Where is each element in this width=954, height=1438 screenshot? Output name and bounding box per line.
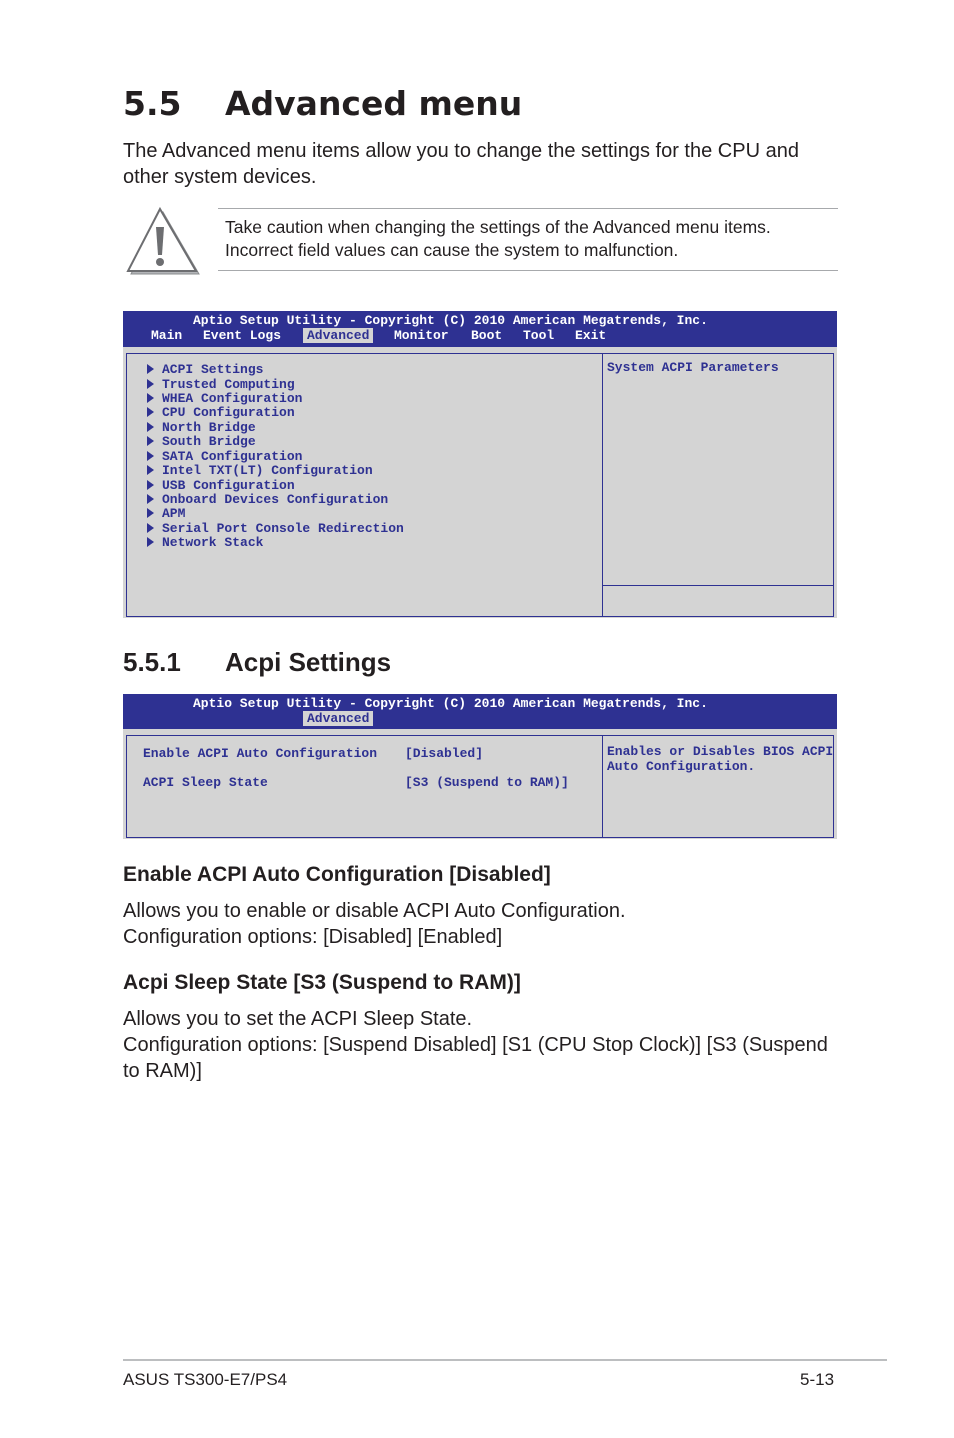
tab-monitor[interactable]: Monitor — [394, 328, 449, 343]
arrow-right-icon — [147, 393, 154, 403]
tab-boot[interactable]: Boot — [471, 328, 503, 343]
section-title: Advanced menu — [225, 84, 523, 123]
options-line: Configuration options: [Disabled] [Enabled] — [123, 926, 503, 948]
bios-help-panel — [602, 353, 834, 617]
bios-header — [123, 694, 837, 729]
bios-screen-acpi-settings — [123, 694, 837, 839]
option-heading-enable-acpi: Enable ACPI Auto Configuration [Disabled] — [123, 863, 551, 886]
arrow-right-icon — [147, 508, 154, 518]
tab-event-logs[interactable]: Event Logs — [203, 328, 282, 343]
tab-main[interactable]: Main — [151, 328, 183, 343]
setting-value-acpi-sleep-state[interactable]: [S3 (Suspend to RAM)] — [405, 775, 569, 790]
tab-tool[interactable]: Tool — [523, 328, 555, 343]
subsection-title — [123, 647, 391, 678]
menu-item-whea-configuration[interactable]: WHEA Configuration — [147, 391, 302, 406]
warning-icon — [124, 205, 200, 277]
bios-title: Aptio Setup Utility - Copyright (C) 2010 American Megatrends, Inc. — [193, 696, 708, 711]
setting-value-enable-acpi-auto[interactable]: [Disabled] — [405, 746, 484, 761]
menu-item-serial-port-console-redirection[interactable]: Serial Port Console Redirection — [147, 521, 404, 536]
description-line: Allows you to enable or disable ACPI Auto Configuration. — [123, 900, 626, 922]
bios-menu-panel — [126, 353, 603, 617]
footer-rule — [123, 1359, 887, 1361]
arrow-right-icon — [147, 480, 154, 490]
arrow-right-icon — [147, 379, 154, 389]
option-description-sleep-state — [123, 1006, 843, 1084]
section-number: 5.5 — [123, 84, 182, 123]
arrow-right-icon — [147, 494, 154, 504]
help-text: System ACPI Parameters — [607, 360, 779, 375]
subsection-name: Acpi Settings — [225, 647, 392, 677]
option-heading-sleep-state: Acpi Sleep State [S3 (Suspend to RAM)] — [123, 971, 521, 994]
menu-item-intel-txt-configuration[interactable]: Intel TXT(LT) Configuration — [147, 463, 373, 478]
arrow-right-icon — [147, 537, 154, 547]
tab-advanced[interactable]: Advanced — [303, 711, 373, 726]
caution-top-rule — [218, 208, 838, 209]
arrow-right-icon — [147, 364, 154, 374]
description-line: Allows you to set the ACPI Sleep State. — [123, 1008, 473, 1030]
arrow-right-icon — [147, 523, 154, 533]
page-title — [123, 84, 522, 123]
menu-item-apm[interactable]: APM — [147, 506, 185, 521]
menu-item-trusted-computing[interactable]: Trusted Computing — [147, 377, 295, 392]
page-number: 5-13 — [800, 1370, 835, 1389]
bios-help-panel — [602, 735, 834, 838]
arrow-right-icon — [147, 422, 154, 432]
help-panel-divider — [602, 585, 834, 586]
help-text-line2: Auto Configuration. — [607, 759, 756, 774]
bios-header — [123, 311, 837, 347]
option-description-enable-acpi — [123, 898, 843, 950]
arrow-right-icon — [147, 465, 154, 475]
menu-item-south-bridge[interactable]: South Bridge — [147, 434, 256, 449]
intro-text: The Advanced menu items allow you to change the settings for the CPU and other system devices. — [123, 140, 799, 188]
setting-label-acpi-sleep-state: ACPI Sleep State — [143, 775, 268, 790]
setting-label-enable-acpi-auto: Enable ACPI Auto Configuration — [143, 746, 378, 761]
footer-product: ASUS TS300-E7/PS4 — [123, 1370, 288, 1389]
menu-item-network-stack[interactable]: Network Stack — [147, 535, 263, 550]
bios-screen-advanced — [123, 311, 837, 618]
caution-text: Take caution when changing the settings of the Advanced menu items. Incorrect field values can cause the system to malfunction. — [225, 217, 771, 260]
menu-item-sata-configuration[interactable]: SATA Configuration — [147, 449, 302, 464]
tab-exit[interactable]: Exit — [575, 328, 607, 343]
arrow-right-icon — [147, 436, 154, 446]
options-line: Configuration options: [Suspend Disabled] [S1 (CPU Stop Clock)] [S3 (Suspend to RAM)] — [123, 1034, 828, 1082]
menu-item-cpu-configuration[interactable]: CPU Configuration — [147, 405, 295, 420]
menu-item-onboard-devices-configuration[interactable]: Onboard Devices Configuration — [147, 492, 388, 507]
tab-advanced[interactable]: Advanced — [303, 328, 373, 343]
menu-item-acpi-settings[interactable]: ACPI Settings — [147, 362, 263, 377]
subsection-number: 5.5.1 — [123, 647, 181, 677]
menu-item-north-bridge[interactable]: North Bridge — [147, 420, 256, 435]
bios-title: Aptio Setup Utility - Copyright (C) 2010 American Megatrends, Inc. — [193, 313, 708, 328]
bios-settings-panel — [126, 735, 603, 838]
arrow-right-icon — [147, 451, 154, 461]
help-text-line1: Enables or Disables BIOS ACPI — [607, 744, 834, 759]
arrow-right-icon — [147, 407, 154, 417]
menu-item-usb-configuration[interactable]: USB Configuration — [147, 478, 295, 493]
caution-bottom-rule — [218, 270, 838, 271]
